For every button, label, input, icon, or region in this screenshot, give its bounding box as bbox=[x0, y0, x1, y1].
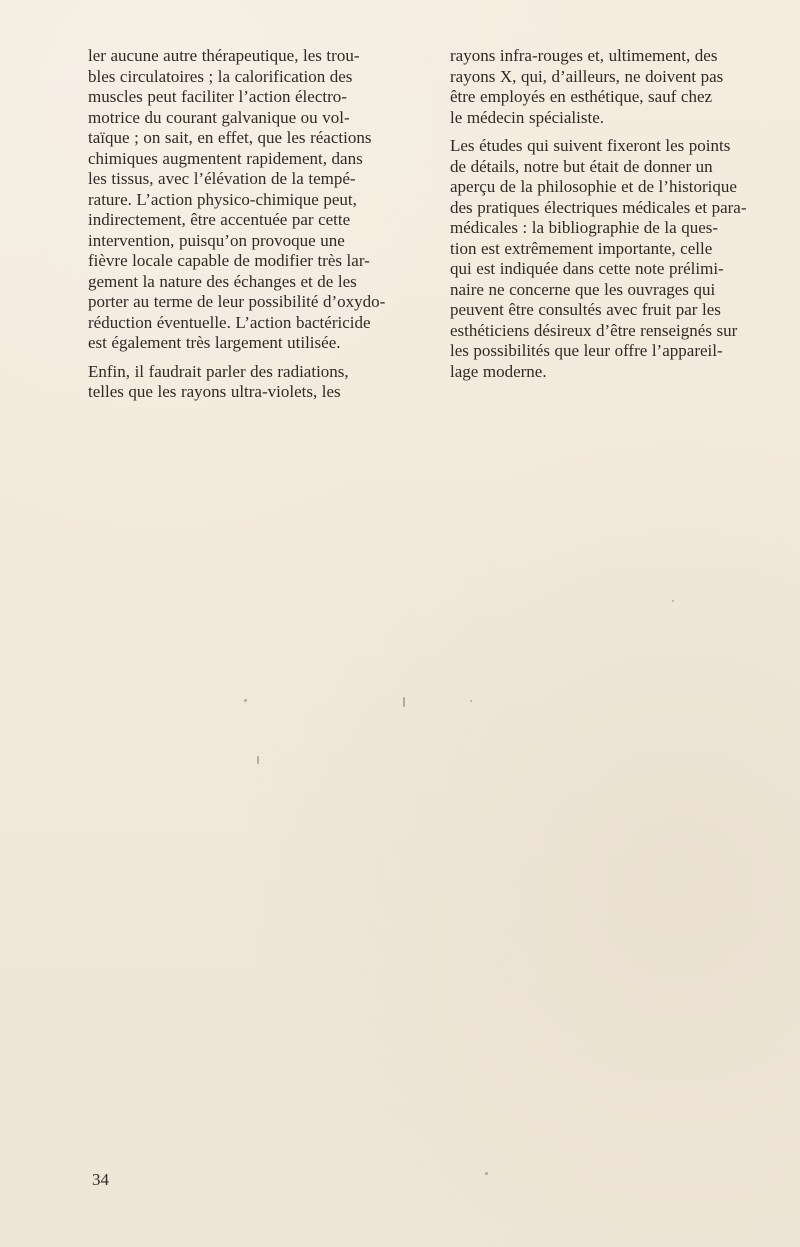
left-paragraph-2: Enfin, il faudrait parler des radiations, telles que les rayons ultra-violets, les bbox=[88, 361, 349, 401]
paper-speck bbox=[485, 1172, 488, 1175]
left-text-column bbox=[88, 46, 426, 411]
paper-speck bbox=[244, 699, 247, 702]
right-paragraph-1: rayons infra-rouges et, ultimement, des rayons X, qui, d’ailleurs, ne doivent pas être employés en esthétique, sauf chez le médecin spécialiste. bbox=[450, 46, 724, 127]
page-number: 34 bbox=[92, 1170, 109, 1189]
right-text-column bbox=[450, 46, 788, 390]
left-paragraph-1: ler aucune autre thérapeutique, les trou- bles circulatoires ; la calorification des muscles peut faciliter l’action électro- motrice du courant galvanique ou vol- taïque ; on sait, en effet, que les réactions chimiques augmentent rapidement, dans les tissus, avec l’élévation de la tempé- rature. L’action physico-chimique peut, indirectement, être accentuée par cette intervention, puisqu’on provoque une fièvre locale capable de modifier très lar- gement la nature des échanges et de les porter au terme de leur possibilité d’oxydo- réduction éventuelle. L’action bactéricide est également très largement utilisée. bbox=[88, 46, 386, 352]
paper-speck bbox=[257, 756, 259, 764]
paper-speck bbox=[403, 697, 405, 707]
paper-speck bbox=[672, 600, 674, 602]
paper-speck bbox=[470, 700, 472, 702]
right-paragraph-2: Les études qui suivent fixeront les points de détails, notre but était de donner un aperçu de la philosophie et de l’historique des pratiques électriques médicales et para- médicales : la bibliographie de la ques- tion est extrêmement importante, celle qui est indiquée dans cette note prélimi- naire ne concerne que les ouvrages qui peuvent être consultés avec fruit par les esthéticiens désireux d’être renseignés sur les possibilités que leur offre l’appareil- lage moderne. bbox=[450, 136, 747, 381]
